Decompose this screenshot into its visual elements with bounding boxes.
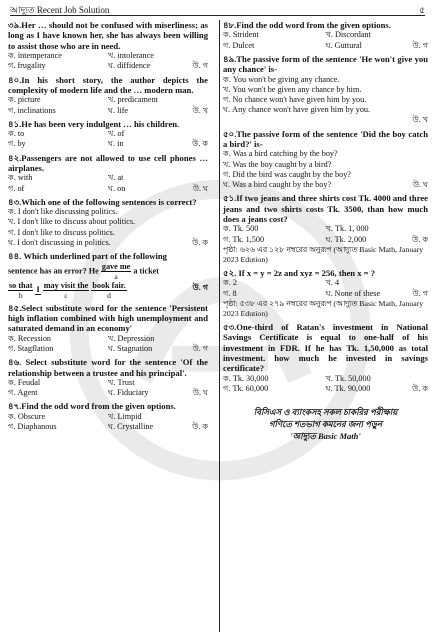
column-divider — [219, 20, 220, 632]
option-d: ঘ. Crystalline — [108, 421, 154, 431]
question-text: ৪৬. Select substitute word for the sentence 'Of the relationship between a trustee and his principal'. — [8, 357, 208, 378]
book-advertisement — [223, 406, 428, 442]
question-51 — [223, 193, 428, 265]
option-b: খ. You won't be given any chance by him. — [223, 84, 362, 94]
option-a: ক. Strident — [223, 30, 259, 40]
option-d: ঘ. Fiduciary — [108, 388, 149, 398]
option-c: গ. Tk. 1,500 — [223, 234, 265, 244]
option-c: গ. inclinations — [8, 105, 56, 115]
option-b: খ. at — [108, 173, 124, 183]
option-d: ঘ. in — [108, 139, 124, 149]
question-text: ৪৩.Which one of the following sentences is correct? — [8, 196, 197, 207]
option-c: গ. I don't like to discuss politics. — [8, 227, 115, 237]
question-50 — [223, 129, 428, 191]
option-c: গ. Agent — [8, 388, 38, 398]
option-a: ক. 2 — [223, 278, 237, 288]
reference-note: পৃষ্ঠা: ৬২৬ এর ১২৮ নম্বরের অনুরূপ (আদ্যুত Basic Math, January 2023 Edution) — [223, 244, 424, 264]
answer: উ. ঘ — [192, 388, 208, 398]
option-d: ঘ. Guttural — [325, 40, 362, 50]
answer: উ. গ — [412, 288, 428, 298]
option-c: গ. Diaphanous — [8, 421, 57, 431]
option-a: ক. Tk. 500 — [223, 224, 259, 234]
option-b: খ. 4 — [325, 278, 340, 288]
question-48 — [223, 20, 428, 51]
question-41 — [8, 119, 208, 150]
option-b: খ. I don't like to discuss about politics. — [8, 217, 136, 227]
option-c: গ. Stagflation — [8, 343, 54, 353]
underlined-part-c: may visit the — [43, 280, 89, 290]
option-c: গ. Dulcet — [223, 40, 255, 50]
answer: উ. গ — [192, 61, 208, 71]
option-b: খ. Discordant — [325, 30, 371, 40]
question-text: ৪২.Passengers are not allowed to use cell phones … airplanes. — [8, 152, 208, 174]
option-b: খ. predicament — [108, 95, 158, 105]
answer: উ. ক — [192, 139, 208, 149]
underlined-part-b: so that — [9, 280, 33, 290]
option-a: ক. Obscure — [8, 411, 46, 421]
answer: উ. ঘ — [192, 183, 208, 193]
label-b: b — [18, 290, 23, 300]
answer: উ. ক — [192, 237, 208, 247]
answer: উ. ঘ — [412, 180, 428, 190]
right-column — [223, 20, 428, 442]
option-d: ঘ. Tk. 2,000 — [325, 234, 367, 244]
question-text: ৫১.If two jeans and three shirts cost Tk. 4000 and three jeans and two shirts costs Tk. 3500, than how much does a jeans cost? — [223, 193, 428, 225]
option-d: ঘ. Any chance won't have given him by you. — [223, 105, 371, 115]
sentence-part: a ticket — [133, 265, 160, 275]
answer: উ. গ — [192, 343, 208, 353]
label-a: a — [114, 271, 118, 281]
question-46 — [8, 357, 208, 398]
answer: উ. ক — [412, 383, 428, 393]
option-a: ক. Tk. 30,000 — [223, 373, 269, 383]
underlined-part-a: gave me — [101, 261, 131, 271]
label-c: c — [64, 290, 68, 300]
option-d: ঘ. on — [108, 183, 126, 193]
question-40 — [8, 75, 208, 116]
option-a: ক. Was a bird catching by the boy? — [223, 149, 338, 159]
question-text: ৪১.He has been very indulgent … his children. — [8, 118, 180, 129]
question-53 — [223, 322, 428, 394]
option-d: ঘ. Was a bird caught by the boy? — [223, 180, 332, 190]
option-c: গ. No chance won't have given him by you. — [223, 95, 367, 105]
option-a: ক. intemperance — [8, 51, 62, 61]
question-43 — [8, 197, 208, 248]
question-45 — [8, 303, 208, 355]
question-44 — [8, 251, 208, 299]
question-text: ৩৯.Her … should not be confused with miserliness; as long as I have known her, she has always been willing to assist those who are in need. — [8, 20, 208, 51]
option-c: গ. of — [8, 183, 25, 193]
question-text: ৫৩.One-third of Ratan's investment in National Savings Certificate is equal to one-half of his investment in FDR. If he has Tk. 1,50,000 as total investment. how much he invested in savings certificate? — [223, 321, 428, 374]
question-text: ৪০.In his short story, the author depicts the complexity of modern life and the … modern man. — [8, 74, 208, 96]
option-c: গ. Tk. 60,000 — [223, 383, 269, 393]
option-b: খ. of — [108, 129, 125, 139]
option-a: ক. picture — [8, 95, 41, 105]
answer: উ. খ — [412, 115, 428, 125]
option-a: ক. Feudal — [8, 377, 41, 387]
option-d: ঘ. I don't discussing in politics. — [8, 237, 111, 247]
option-a: ক. I don't like discussing politics. — [8, 207, 118, 217]
question-42 — [8, 153, 208, 194]
option-d: ঘ. diffidence — [108, 61, 151, 71]
question-text: ৪৪. Which underlined part of the following — [8, 251, 167, 262]
question-39 — [8, 20, 208, 72]
question-text: ৫২. If x = y = 2z and xyz = 256, then x = ? — [223, 267, 376, 278]
option-c: গ. by — [8, 139, 26, 149]
option-c: গ. 8 — [223, 288, 237, 298]
option-d: ঘ. Tk. 90,000 — [325, 383, 371, 393]
question-text: ৪৭.Find the odd word from the given options. — [8, 401, 176, 412]
question-52 — [223, 268, 428, 319]
option-b: খ. Tk. 50,000 — [325, 373, 371, 383]
answer: উ. ক — [192, 421, 208, 431]
question-text: ৪৯.The passive form of the sentence 'He won't give you any chance' is- — [223, 53, 428, 75]
option-a: ক. to — [8, 129, 25, 139]
page-number: ৫ — [419, 5, 425, 15]
option-a: ক. with — [8, 173, 33, 183]
page-header — [10, 3, 425, 16]
ad-line-3: 'আদ্যুত Basic Math' — [290, 431, 361, 442]
option-b: খ. intolerance — [108, 51, 154, 61]
option-a: ক. You won't be giving any chance. — [223, 74, 340, 84]
answer: উ. ক — [412, 234, 428, 244]
label-d: d — [107, 290, 111, 300]
answer: উ. গ — [412, 40, 428, 50]
reference-note: পৃষ্ঠা: ৫৩৮ এর ২৭৯ নম্বরের অনুরূপ (আদ্যুত Basic Math, January 2023 Edution) — [223, 298, 424, 318]
underlined-part-i: I — [36, 285, 40, 294]
answer: উ. গ — [192, 282, 208, 292]
question-49 — [223, 54, 428, 126]
option-b: খ. Was the boy caught by a bird? — [223, 159, 332, 169]
option-b: খ. Limpid — [108, 411, 142, 421]
question-text: ৫০.The passive form of the sentence 'Did the boy catch a bird?' is- — [223, 128, 428, 150]
underlined-part-d: book fair. — [92, 280, 126, 290]
option-b: খ. Depression — [108, 333, 155, 343]
option-d: ঘ. Stagnation — [108, 343, 153, 353]
question-text: ৪৮.Find the odd word from the given options. — [223, 20, 391, 30]
option-c: গ. frugality — [8, 61, 46, 71]
question-47 — [8, 401, 208, 432]
question-text: ৪৫.Select substitute word for the sentence 'Persistent high inflation combined with high unemployment and saturated demand in an economy' — [8, 302, 208, 334]
sentence-part: sentence has an error? He — [8, 265, 99, 275]
header-title: আদ্যুত Recent Job Solution — [10, 5, 110, 15]
option-d: ঘ. None of these — [325, 288, 381, 298]
answer: উ. খ — [192, 105, 208, 115]
option-c: গ. Did the bird was caught by the boy? — [223, 169, 351, 179]
option-d: ঘ. life — [108, 105, 129, 115]
option-b: খ. Tk. 1, 000 — [325, 224, 369, 234]
ad-line-2: গণিতে শতভাগ কমনের জন্য পড়ুন — [268, 419, 383, 430]
option-b: খ. Trust — [108, 377, 135, 387]
ad-line-1: বিসিএস ও ব্যাংকসহ সকল চাকরির পরীক্ষায় — [253, 407, 398, 418]
option-a: ক. Recession — [8, 333, 52, 343]
left-column — [8, 20, 208, 435]
